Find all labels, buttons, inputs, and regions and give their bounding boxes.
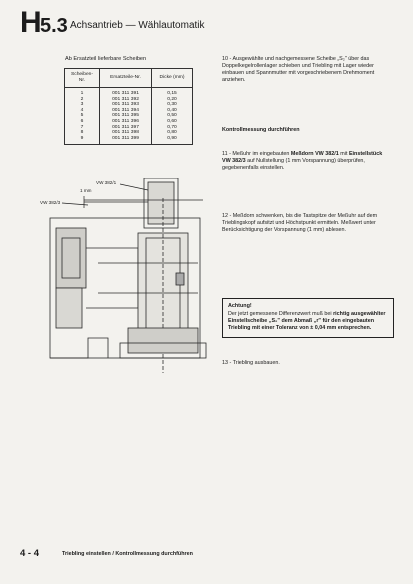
page-title: Achsantrieb — Wählautomatik (70, 20, 205, 31)
part-number-cell: 001 311 399 (100, 136, 152, 145)
thickness-cell: 0,70 (152, 125, 193, 131)
part-number-cell: 001 311 396 (100, 119, 152, 125)
thickness-cell: 0,30 (152, 102, 193, 108)
part-number-cell: 001 311 393 (100, 102, 152, 108)
part-number-cell: 001 311 392 (100, 97, 152, 103)
section-number: 5.3 (40, 15, 68, 37)
shim-number-cell: 5 (65, 113, 100, 119)
step-12: 12 - Meßdorn schwenken, bis die Tastspitze der Meßuhr auf dem Trieblingskopf aufsitzt und Höchstpunkt ermitteln. Meßwert unter Berücksichtigung der Vorspannung (1 mm) ablesen. (222, 213, 378, 233)
part-number-cell: 001 311 395 (100, 113, 152, 119)
thickness-cell: 0,20 (152, 97, 193, 103)
thickness-cell: 0,90 (152, 136, 193, 145)
caution-title: Achtung! (228, 303, 252, 309)
table-row (65, 88, 193, 97)
caution-box (222, 298, 394, 338)
section-heading: Kontrollmessung durchführen (222, 127, 300, 133)
shim-number-cell: 4 (65, 108, 100, 114)
shim-number-cell: 1 (65, 88, 100, 97)
step-11-tool-2: Einstellstück VW 382/3 (222, 151, 383, 164)
step-10: 10 - Ausgewählte und nachgemessene Scheibe „S₂" über das Doppelkegelrollenlager schieben und Triebling mit Lager wieder einbauen und Spannmutter mit vorgeschriebenem Drehmoment anziehen. (222, 56, 375, 83)
label-vw-382-3: VW 382/3 (40, 200, 61, 205)
part-number-cell: 001 311 394 (100, 108, 152, 114)
caution-text-bold: richtig ausgewählter Einstellscheibe „S₂" dem Abmaß „r" für den eingebauten Triebling mit einer Toleranz von ± 0,04 mm entsprechen. (228, 310, 386, 331)
thickness-cell: 0,15 (152, 88, 193, 97)
table-header-thickness: Dicke (mm) (152, 69, 193, 88)
shim-number-cell: 8 (65, 130, 100, 136)
caution-text-plain: Der jetzt gemessene Differenzwert muß bei (228, 310, 334, 317)
step-11-text: 11 - Meßuhr im eingebauten (222, 151, 291, 157)
thickness-cell: 0,60 (152, 119, 193, 125)
step-11 (222, 151, 392, 172)
table-header-part-no: Ersatzteile-Nr. (100, 69, 152, 88)
thickness-cell: 0,40 (152, 108, 193, 114)
thickness-cell: 0,50 (152, 113, 193, 119)
shim-number-cell: 3 (65, 102, 100, 108)
part-number-cell: 001 311 397 (100, 125, 152, 131)
page-number: 4 - 4 (20, 548, 40, 559)
shim-number-cell: 9 (65, 136, 100, 145)
shim-number-cell: 6 (65, 119, 100, 125)
table-row (65, 136, 193, 145)
pinion-measurement-diagram (48, 178, 218, 373)
part-number-cell: 001 311 398 (100, 130, 152, 136)
shim-number-cell: 2 (65, 97, 100, 103)
shim-number-cell: 7 (65, 125, 100, 131)
footer-caption: Triebling einstellen / Kontrollmessung durchführen (62, 551, 193, 557)
thickness-cell: 0,80 (152, 130, 193, 136)
step-11-text-mid: mit (338, 151, 349, 157)
part-number-cell: 001 311 391 (100, 88, 152, 97)
table-intro: Ab Ersatzteil lieferbare Scheiben (65, 56, 147, 62)
step-13: 13 - Triebling ausbauen. (222, 360, 280, 366)
section-letter: H (20, 6, 41, 39)
shim-table (64, 68, 193, 145)
label-vw-382-1: VW 382/1 (96, 180, 117, 185)
step-11-tool-1: Meßdorn VW 382/1 (290, 151, 339, 157)
table-header-shim-no: Scheiben-Nr. (65, 69, 100, 88)
caution-text (228, 311, 388, 332)
step-11-text-end: auf Nullstellung (1 mm Vorspannung) überprüfen, gegebenenfalls einstellen. (222, 157, 365, 171)
label-1mm: 1 mm (80, 188, 92, 193)
